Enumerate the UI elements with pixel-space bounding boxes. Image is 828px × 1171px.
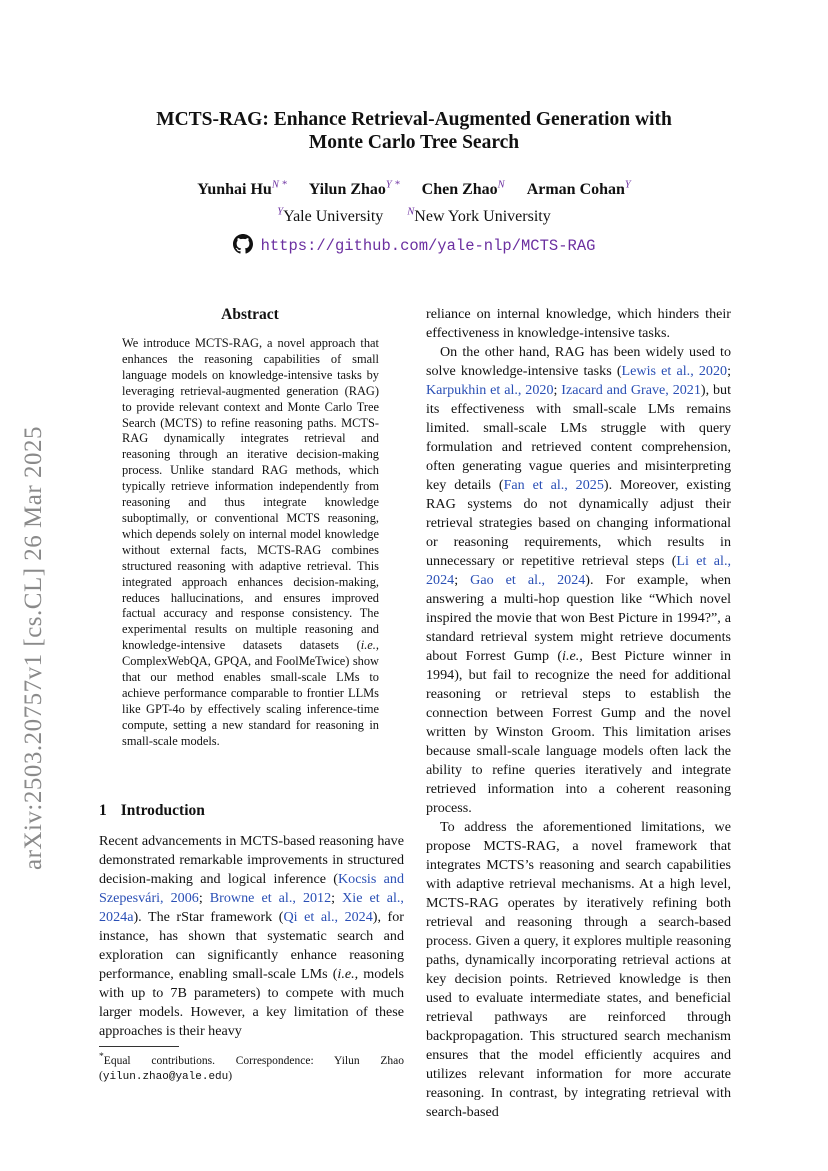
citation-link[interactable]: Xie et al., 2024a (99, 890, 404, 925)
affiliation-mark: Y * (385, 180, 400, 191)
repository-line (100, 234, 728, 259)
paper-title (100, 108, 728, 154)
abstract-text: We introduce MCTS-RAG, a novel approach that enhances the reasoning capabilities of small language models on knowledge-intensive tasks by leveraging retrieval-augmented generation (RAG) to provide relevant context and Monte Carlo Tree Search (MCTS) to refine reasoning paths. MCTS-RAG dynamically integrates retrieval and reasoning through an iterative decision-making process. Unlike standard RAG methods, which typically retrieve information independently from reasoning and thus integrate knowledge suboptimally, or conventional MCTS reasoning, which depends solely on internal model knowledge without external facts, MCTS-RAG combines structured reasoning with adaptive retrieval. This integrated approach enhances decision-making, reduces hallucinations, and ensures improved factual accuracy and response consistency. The experimental results on multiple reasoning and knowledge-intensive datasets datasets (i.e., ComplexWebQA, GPQA, and FoolMeTwice) show that our method enables small-scale LMs to achieve performance comparable to frontier LLMs like GPT-4o by effectively scaling inference-time compute, setting a new standard for reasoning in small-scale models. (122, 336, 379, 748)
author: Arman Cohan$^Y$ (526, 180, 631, 199)
email-link[interactable]: yilun.zhao@yale.edu (102, 1071, 229, 1084)
author: Yunhai $Hu^{N *}$ (197, 180, 287, 199)
affiliation-mark: N (497, 180, 505, 191)
citation-link[interactable]: Qi et al., 2024 (283, 909, 373, 925)
title-line-2: Monte Carlo Tree Search (308, 132, 520, 153)
footnote: *Equal contributions. Correspondence: Yilun Zhao (yilun.zhao@yale.edu) (99, 1051, 404, 1084)
affiliation-list (100, 207, 728, 226)
author: Chen Zhao$^N$ (421, 180, 505, 199)
footnote-divider (99, 1046, 179, 1047)
paragraph: On the other hand, RAG has been widely used to solve knowledge-intensive tasks (Lewis et al., 2020; Karpukhin et al., 2020; Izacard and Grave, 2021), but its effectiveness with small-scale LMs remains limited. small-scale LMs struggle with query formulation and retrieved content comprehension, often generating vague queries and misinterpreting key details (Fan et al., 2025). Moreover, existing RAG systems do not dynamically adjust their retrieval strategies based on changing informational or reasoning requirements, which results in unnecessary or repetitive retrieval steps (Li et al., 2024; Gao et al., 2024). For example, when answering a multi-hop question like “Which novel inspired the movie that won Best Picture in 1994?”, a standard retrieval system might retrieve documents about Forrest Gump (i.e., Best Picture winner in 1994), but fail to recognize the need for additional reasoning or retrieval steps to establish the connection between Forrest Gump and the novel written by Winston Groom. This limitation arises because small-scale language models often lack the ability to refine queries iteratively and integrate retrieved information into a coherent reasoning process. (426, 344, 731, 816)
author: Yilun Zhao$^{Y *}$ (308, 180, 400, 199)
citation-link[interactable]: Fan et al., 2025 (503, 477, 604, 493)
affiliation-mark: N * (271, 180, 287, 191)
citation-link[interactable]: Li et al., 2024 (426, 553, 731, 588)
github-icon (233, 234, 253, 259)
affiliation: $^Y$Yale University (277, 207, 384, 226)
citation-link[interactable]: Lewis et al., 2020 (621, 363, 728, 379)
arxiv-identifier-stamp: arXiv:2503.20757v1 [cs.CL] 26 Mar 2025 (20, 426, 47, 870)
repository-link[interactable]: https://github.com/yale-nlp/MCTS-RAG (260, 237, 596, 255)
section-heading-introduction (99, 802, 205, 820)
affiliation-mark: Y (624, 180, 631, 191)
citation-link[interactable]: Gao et al., 2024 (470, 572, 586, 588)
right-column-text (426, 305, 731, 1122)
author-list (100, 180, 728, 199)
introduction-paragraph: Recent advancements in MCTS-based reasoning have demonstrated remarkable improvements in structured decision-making and logical inference (Kocsis and Szepesvári, 2006; Browne et al., 2012; Xie et al., 2024a). The rStar framework (Qi et al., 2024), for instance, has shown that systematic search and exploration can significantly enhance reasoning performance, enabling small-scale LMs (i.e., models with up to 7B parameters) to compete with much larger models. However, a key limitation of these approaches is their heavy (99, 833, 404, 1039)
paragraph: To address the aforementioned limitations, we propose MCTS-RAG, a novel framework that integrates MCTS’s reasoning and search capabilities with adaptive retrieval mechanisms. At a high level, MCTS-RAG operates by iteratively refining both retrieval and reasoning through a search-based process. Given a query, it explores multiple reasoning paths, dynamically incorporating retrieval actions at key decision points. Retrieved knowledge is then used to evaluate intermediate states, and beneficial retrieval pathways are reinforced through backpropagation. This structured search mechanism ensures that the model efficiently acquires and utilizes relevant information for more accurate reasoning. In contrast, by integrating retrieval with search-based (426, 819, 731, 1120)
citation-link[interactable]: Karpukhin et al., 2020 (426, 382, 554, 398)
section-title: Introduction (120, 802, 205, 819)
citation-link[interactable]: Kocsis and Szepesvári, 2006 (99, 871, 404, 906)
citation-link[interactable]: Browne et al., 2012 (209, 890, 332, 906)
title-line-1: MCTS-RAG: Enhance Retrieval-Augmented Generation with (156, 109, 672, 130)
paragraph: reliance on internal knowledge, which hinders their effectiveness in knowledge-intensive tasks. (426, 306, 731, 341)
citation-link[interactable]: Izacard and Grave, 2021 (561, 382, 701, 398)
abstract-heading: Abstract (221, 306, 279, 323)
section-number: 1 (99, 802, 107, 819)
affiliation: $^N$New York University (407, 207, 551, 226)
